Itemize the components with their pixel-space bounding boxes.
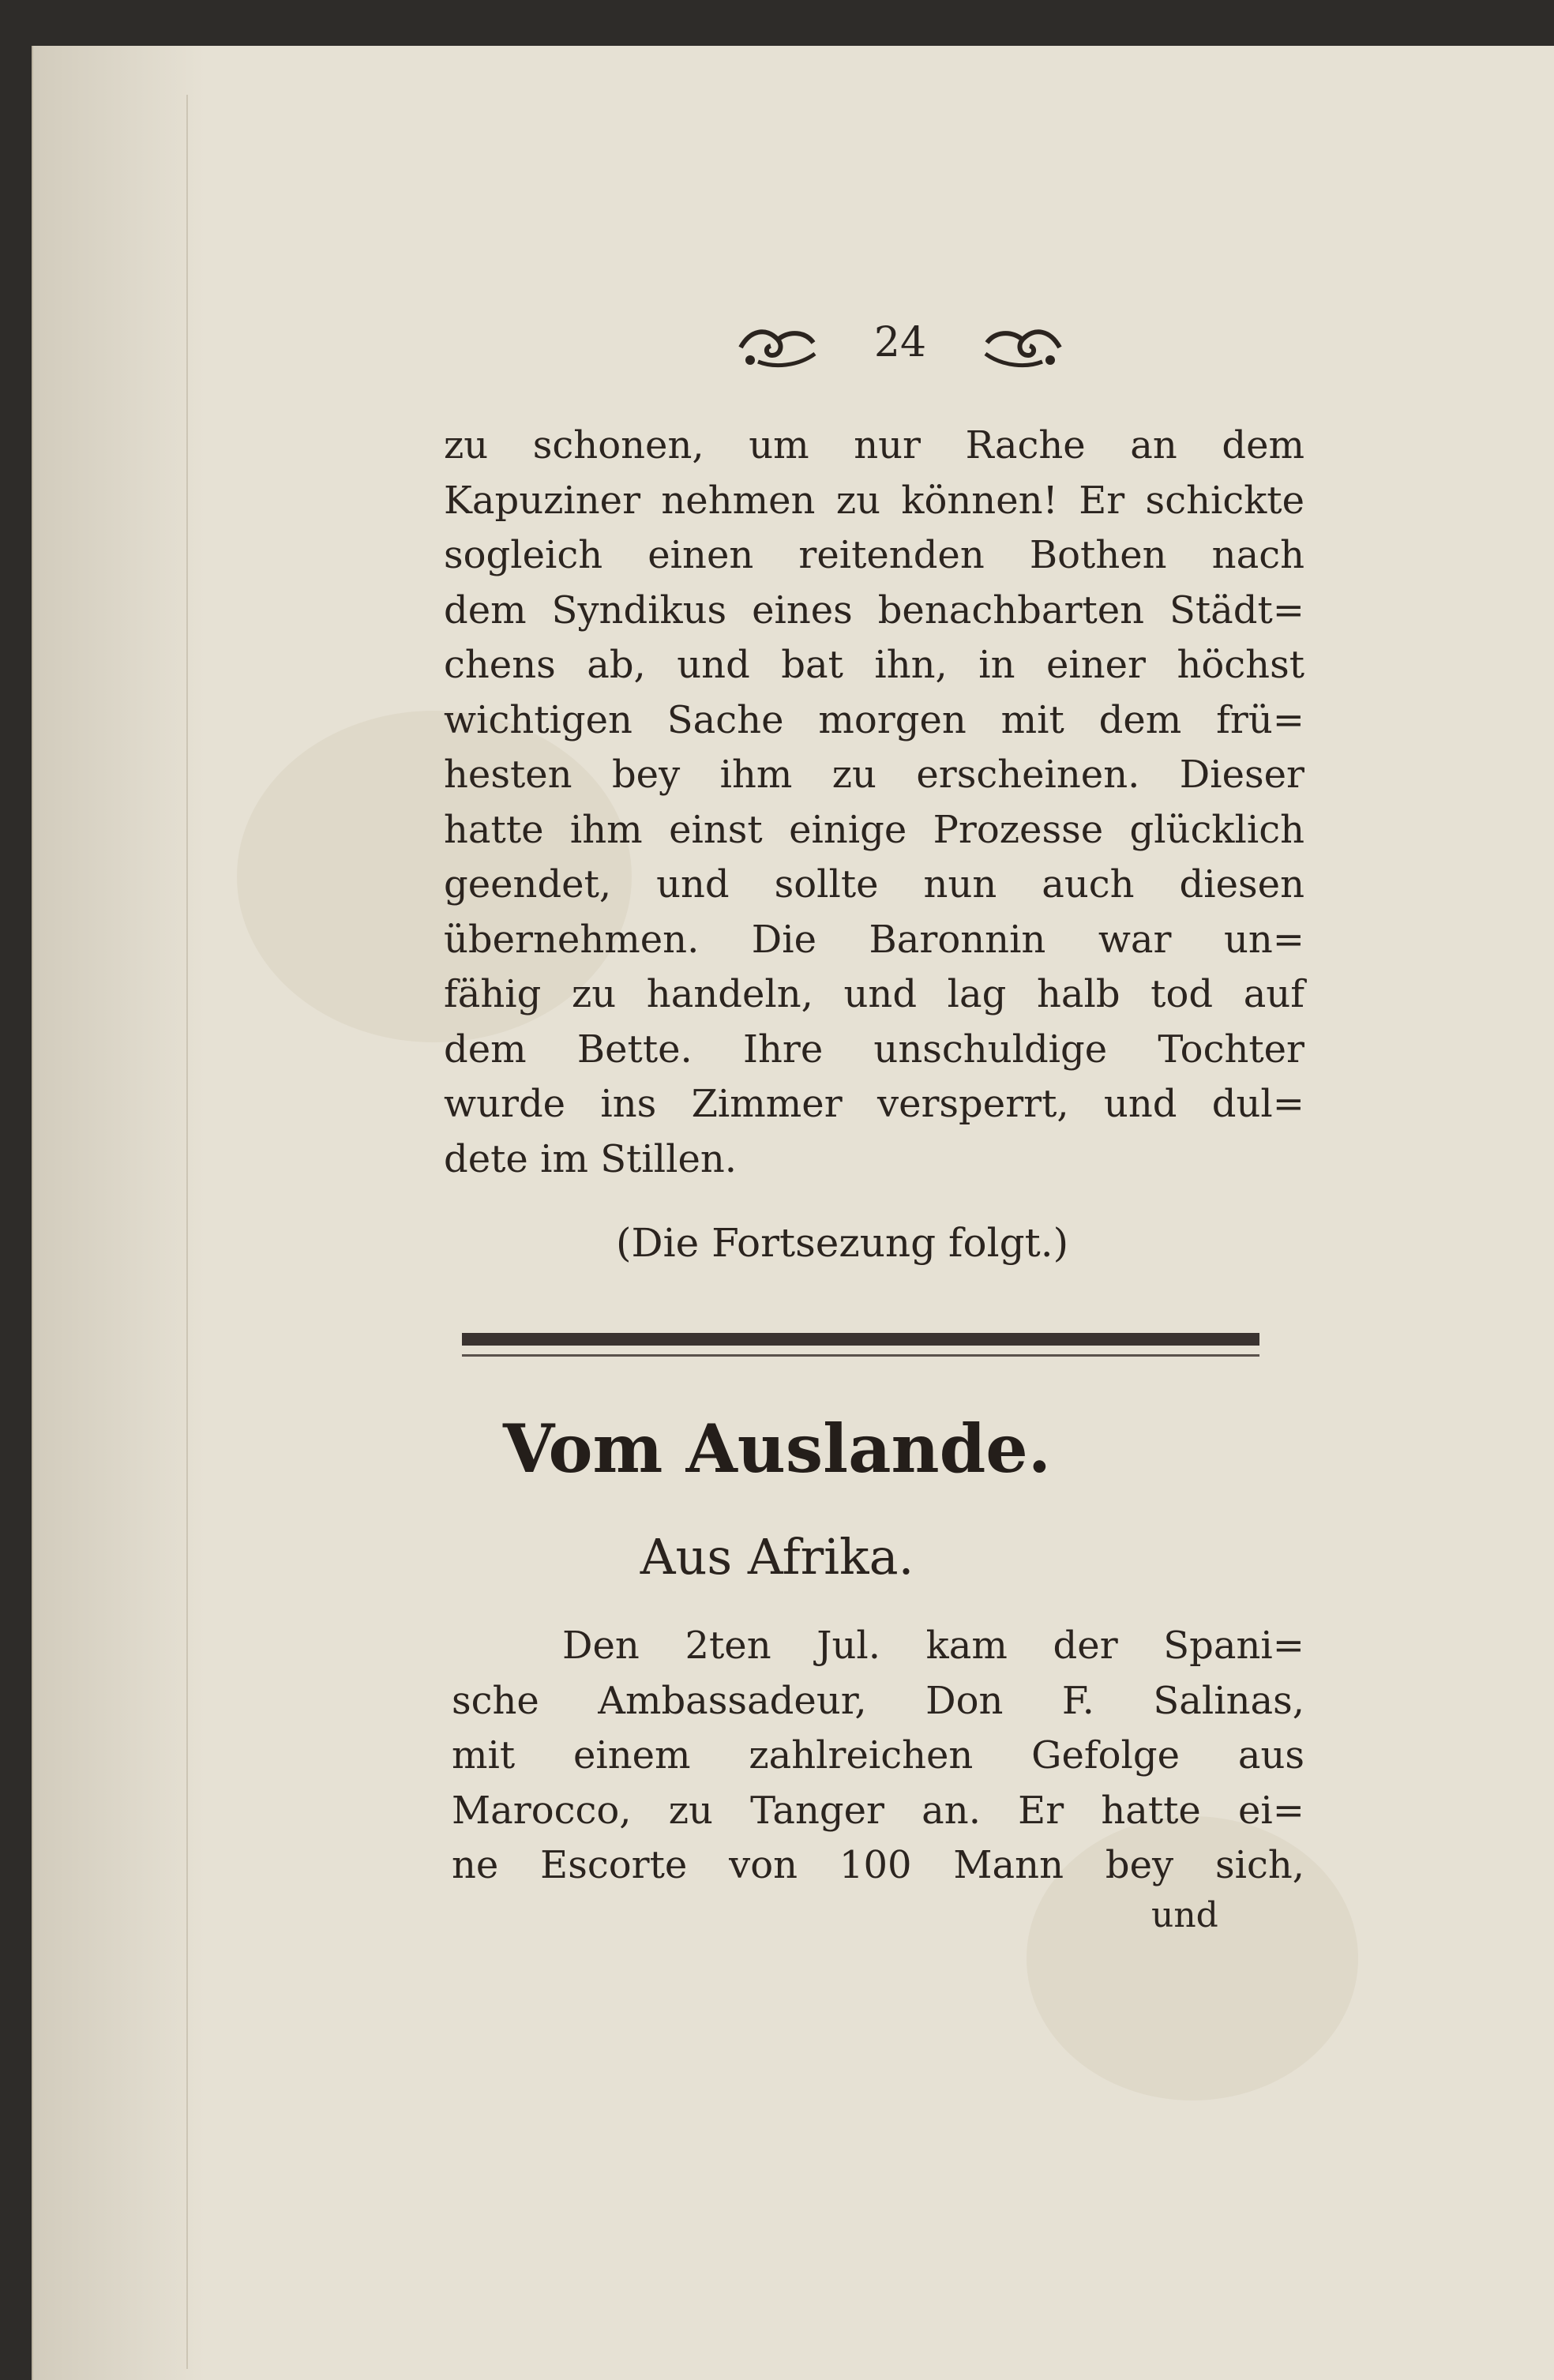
story-paragraph bbox=[444, 419, 1304, 1187]
text-line: übernehmen. Die Baronnin war un= bbox=[444, 917, 1304, 962]
text-line: ne Escorte von 100 Mann bey sich, bbox=[452, 1843, 1304, 1887]
text-line: Kapuziner nehmen zu können! Er schickte bbox=[444, 478, 1304, 523]
text-line: geendet, und sollte nun auch diesen bbox=[444, 862, 1304, 907]
text-line: dete im Stillen. bbox=[444, 1136, 738, 1181]
text-line: hesten bey ihm zu erscheinen. Dieser bbox=[444, 753, 1304, 797]
subsection-title: Aus Afrika. bbox=[640, 1528, 914, 1586]
text-line: dem Syndikus eines benachbarten Städt= bbox=[444, 587, 1304, 633]
flourish-left-icon bbox=[734, 316, 821, 379]
text-line: sche Ambassadeur, Don F. Salinas, bbox=[452, 1678, 1304, 1723]
text-line: wichtigen Sache morgen mit dem frü= bbox=[444, 697, 1304, 742]
text-line: wurde ins Zimmer versperrt, und dul= bbox=[444, 1082, 1304, 1126]
page-number: 24 bbox=[873, 319, 927, 366]
section-divider-thin bbox=[462, 1354, 1259, 1357]
flourish-right-icon bbox=[979, 316, 1066, 379]
text-line: Den 2ten Jul. kam der Spani= bbox=[562, 1624, 1304, 1668]
text-line: chens ab, und bat ihn, in einer höchst bbox=[444, 643, 1304, 687]
section-title: Vom Auslande. bbox=[503, 1410, 1051, 1488]
text-line: sogleich einen reitenden Bothen nach bbox=[444, 533, 1304, 577]
news-paragraph bbox=[452, 1619, 1304, 1894]
text-line: Marocco, zu Tanger an. Er hatte ei= bbox=[452, 1788, 1304, 1833]
text-line: fähig zu handeln, und lag halb tod auf bbox=[444, 972, 1304, 1016]
text-line: hatte ihm einst einige Prozesse glücklich bbox=[444, 807, 1304, 852]
page-header bbox=[734, 316, 1066, 379]
catchword: und bbox=[1151, 1895, 1218, 1935]
text-line: dem Bette. Ihre unschuldige Tochter bbox=[444, 1027, 1304, 1072]
text-line: zu schonen, um nur Rache an dem bbox=[444, 423, 1304, 467]
continuation-text: (Die Fortsezung folgt.) bbox=[616, 1220, 1069, 1266]
text-line: mit einem zahlreichen Gefolge aus bbox=[452, 1733, 1304, 1777]
section-divider-thick bbox=[462, 1333, 1259, 1346]
